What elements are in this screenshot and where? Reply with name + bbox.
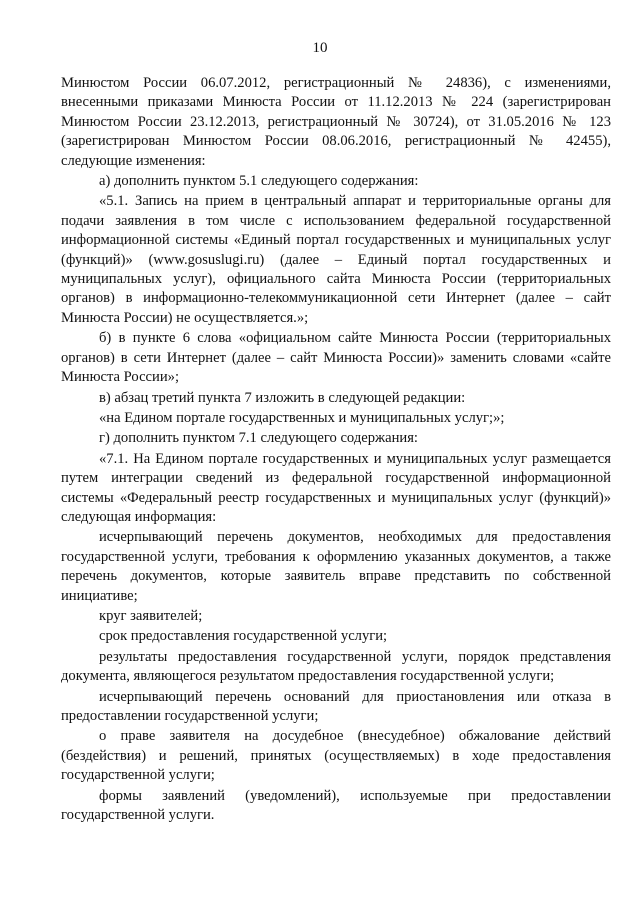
list-item-grounds: исчерпывающий перечень оснований для приостановления или отказа в предоставлении государственной услуги; <box>61 688 611 724</box>
page-number: 10 <box>312 40 328 56</box>
list-item-forms: формы заявлений (уведомлений), используемые при предоставлении государственной услуги. <box>61 787 611 824</box>
paragraph-v: в) абзац третий пункта 7 изложить в следующей редакции: <box>99 389 466 406</box>
paragraph-intro: Минюстом России 06.07.2012, регистрационный № 24836), с изменениями, внесенными приказами Минюста России от 11.12.2013 № 224 (зарегистрирован Минюстом России 23.12.2013, регистрационный № 30724), от 31.05.2016 № 123 (зарегистрирован Минюстом России 08.06.2016, регистрационный № 42455), следующие изменения: <box>61 75 611 169</box>
list-item-documents: исчерпывающий перечень документов, необходимых для предоставления государственной услуги, требования к оформлению указанных документов, а также перечень документов, которые заявитель вправе представить по собственной инициативе; <box>61 529 611 604</box>
list-item-appeal: о праве заявителя на досудебное (внесудебное) обжалование действий (бездействия) и решений, принятых (осуществляемых) в ходе предоставления государственной услуги; <box>61 728 611 784</box>
list-item-applicants: круг заявителей; <box>99 607 203 624</box>
document-body <box>61 74 611 825</box>
paragraph-7-1: «7.1. На Едином портале государственных и муниципальных услуг размещается путем интеграции сведений из федеральной государственной информационной системы «Федеральный реестр государственных и муниципальных услуг (функций)» следующая информация: <box>61 450 611 525</box>
list-item-term: срок предоставления государственной услуги; <box>99 628 388 645</box>
list-item-results: результаты предоставления государственной услуги, порядок представления документа, являющегося результатом предоставления государственной услуги; <box>61 648 611 685</box>
paragraph-g: г) дополнить пунктом 7.1 следующего содержания: <box>99 430 418 447</box>
paragraph-5-1: «5.1. Запись на прием в центральный аппарат и территориальные органы для подачи заявления в том числе с использованием федеральной государственной информационной системы «Единый портал государственных и муниципальных услуг (функций)» (www.gosuslugi.ru) (далее – Единый портал государственных и муниципальных услуг), официального сайта Минюста России (территориальных органов) в информационно-телекоммуникационной сети Интернет (далее – сайт Минюста России) не осуществляется.»; <box>61 193 611 326</box>
paragraph-b: б) в пункте 6 слова «официальном сайте Минюста России (территориальных органов) в сети Интернет (далее – сайт Минюста России)» заменить словами «сайте Минюста России»; <box>61 330 611 386</box>
paragraph-a: а) дополнить пунктом 5.1 следующего содержания: <box>99 173 419 190</box>
paragraph-v-quote: «на Едином портале государственных и муниципальных услуг;»; <box>99 409 505 426</box>
